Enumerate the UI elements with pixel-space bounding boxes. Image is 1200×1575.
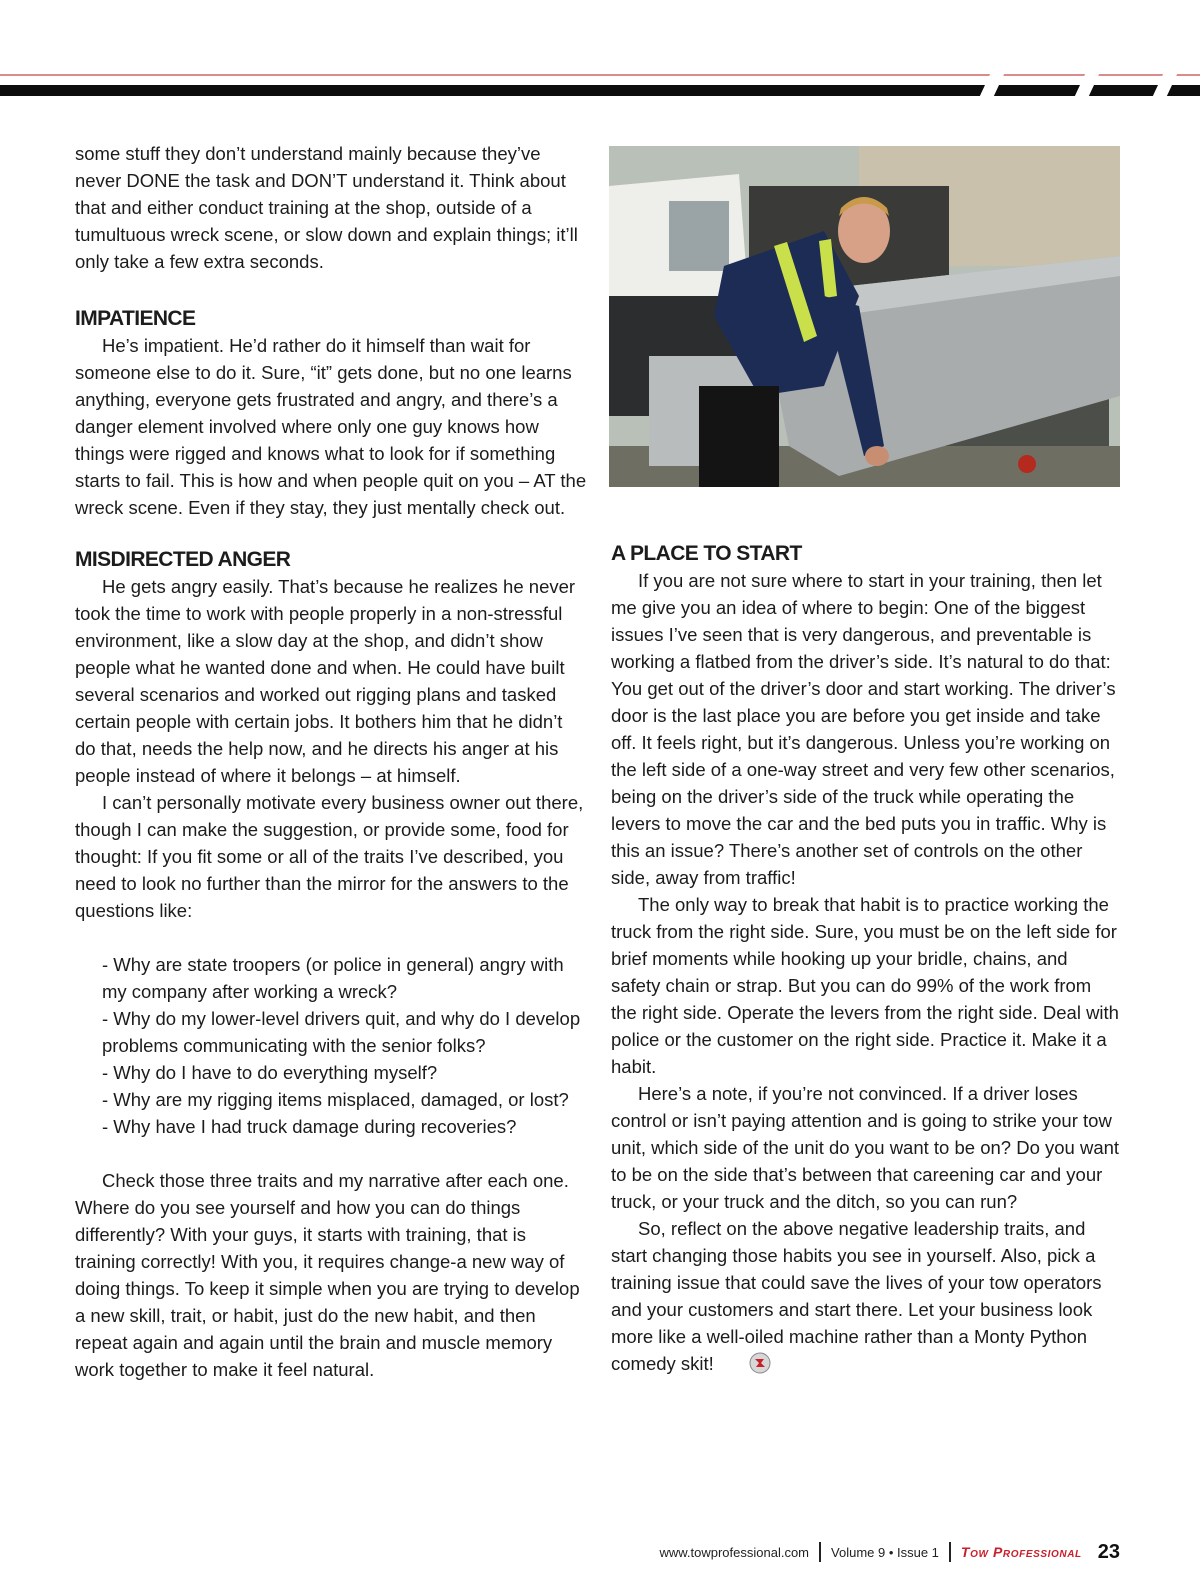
impatience-paragraph: He’s impatient. He’d rather do it himself than wait for someone else to do it. Sure, “it” gets done, but no one learns anything, everyone gets frustrated and angry, and there’s a danger element involved where only one guy knows how things were rigged and knows what to look for if something starts to fail. This is how and when people quit on you – AT the wreck scene. Even if they stay, they just mentally check out. bbox=[75, 335, 587, 518]
footer-divider bbox=[819, 1542, 821, 1562]
page-number: 23 bbox=[1097, 1540, 1120, 1563]
start-paragraph-2: The only way to break that habit is to practice working the truck from the right side. Sure, you must be on the left side for brief moments while hooking up your bridle, chains, and safety chain or strap. But you can do 99% of the work from the right side. Operate the levers from the right side. Deal with police or the customer on the right side. Practice it. Make it a habit. bbox=[611, 894, 1119, 1077]
list-item: - Why are state troopers (or police in general) angry with my company after working a wreck? bbox=[102, 954, 564, 1002]
start-paragraph-4-text: So, reflect on the above negative leadership traits, and start changing those habits you see in yourself. Also, pick a training issue that could save the lives of your tow operators and your customers and start there. Let your business look more like a well-oiled machine rather than a Monty Python comedy skit! bbox=[611, 1218, 1102, 1374]
list-item: - Why have I had truck damage during recoveries? bbox=[102, 1116, 517, 1137]
list-item: - Why do I have to do everything myself? bbox=[102, 1062, 438, 1083]
footer-issue: Volume 9 • Issue 1 bbox=[831, 1544, 939, 1560]
start-paragraph-4 bbox=[611, 1215, 1121, 1377]
footer-divider bbox=[949, 1542, 951, 1562]
start-paragraph-1: If you are not sure where to start in your training, then let me give you an idea of where to begin: One of the biggest issues I’ve seen that is very dangerous, and preventable is working a flatbed from the driver’s side. It’s natural to do that: You get out of the driver’s door and start working. The driver’s door is the last place you are before you get inside and take off. It feels right, but it’s dangerous. Unless you’re working on the left side of a one-way street and very few other scenarios, being on the driver’s side of the truck while operating the levers to move the car and the bed puts you in traffic. Why is this an issue? There’s another set of controls on the other side, away from traffic! bbox=[611, 570, 1116, 888]
tow-professional-end-mark-icon bbox=[722, 1352, 744, 1374]
page-footer bbox=[659, 1540, 1120, 1564]
motivate-paragraph: I can’t personally motivate every business owner out there, though I can make the suggestion, or provide some, food for thought: If you fit some or all of the traits I’ve described, you need to look no further than the mirror for the answers to the questions like: bbox=[75, 792, 584, 921]
start-paragraph-3: Here’s a note, if you’re not convinced. If a driver loses control or isn’t paying attention and is going to strike your tow unit, which side of the unit do you want to be on? Do you want to be on the side that’s between that careening car and your truck, or your truck and the ditch, so you can run? bbox=[611, 1083, 1120, 1212]
list-item: - Why are my rigging items misplaced, damaged, or lost? bbox=[102, 1089, 569, 1110]
closing-paragraph: Check those three traits and my narrative after each one. Where do you see yourself and how you can do things differently? With your guys, it starts with training, that is training correctly! With you, it requires change-a new way of doing things. To keep it simple when you are trying to develop a new skill, trait, or habit, just do the new habit, and then repeat again and again until the brain and muscle memory work together to make it feel natural. bbox=[75, 1170, 580, 1380]
list-item: - Why do my lower-level drivers quit, and why do I develop problems communicating with the senior folks? bbox=[102, 1008, 581, 1056]
header-thick-rule bbox=[0, 85, 1200, 96]
footer-website: www.towprofessional.com bbox=[659, 1544, 810, 1560]
impatience-heading: IMPATIENCE bbox=[75, 307, 196, 330]
left-column bbox=[75, 140, 587, 1383]
article-photo bbox=[609, 146, 1120, 487]
misdirected-anger-heading: MISDIRECTED ANGER bbox=[75, 548, 291, 571]
right-column bbox=[611, 540, 1121, 1377]
misdirected-anger-paragraph: He gets angry easily. That’s because he realizes he never took the time to work with people properly in a non-stressful environment, like a slow day at the shop, and didn’t show people what he wanted done and when. He could have built several scenarios and worked out rigging plans and tasked certain people with certain jobs. It bothers him that he didn’t do that, needs the help now, and he directs his anger at his people instead of where it belongs – at himself. bbox=[75, 576, 576, 786]
a-place-to-start-heading: A PLACE TO START bbox=[611, 542, 802, 565]
questions-list bbox=[75, 951, 587, 1140]
footer-brand: Tow Professional bbox=[960, 1544, 1082, 1560]
intro-paragraph: some stuff they don’t understand mainly because they’ve never DONE the task and DON’T understand it. Think about that and either conduct training at the shop, outside of a tumultuous wreck scene, or slow down and explain things; it’ll only take a few extra seconds. bbox=[75, 143, 578, 272]
header-thin-rule bbox=[0, 74, 1200, 76]
